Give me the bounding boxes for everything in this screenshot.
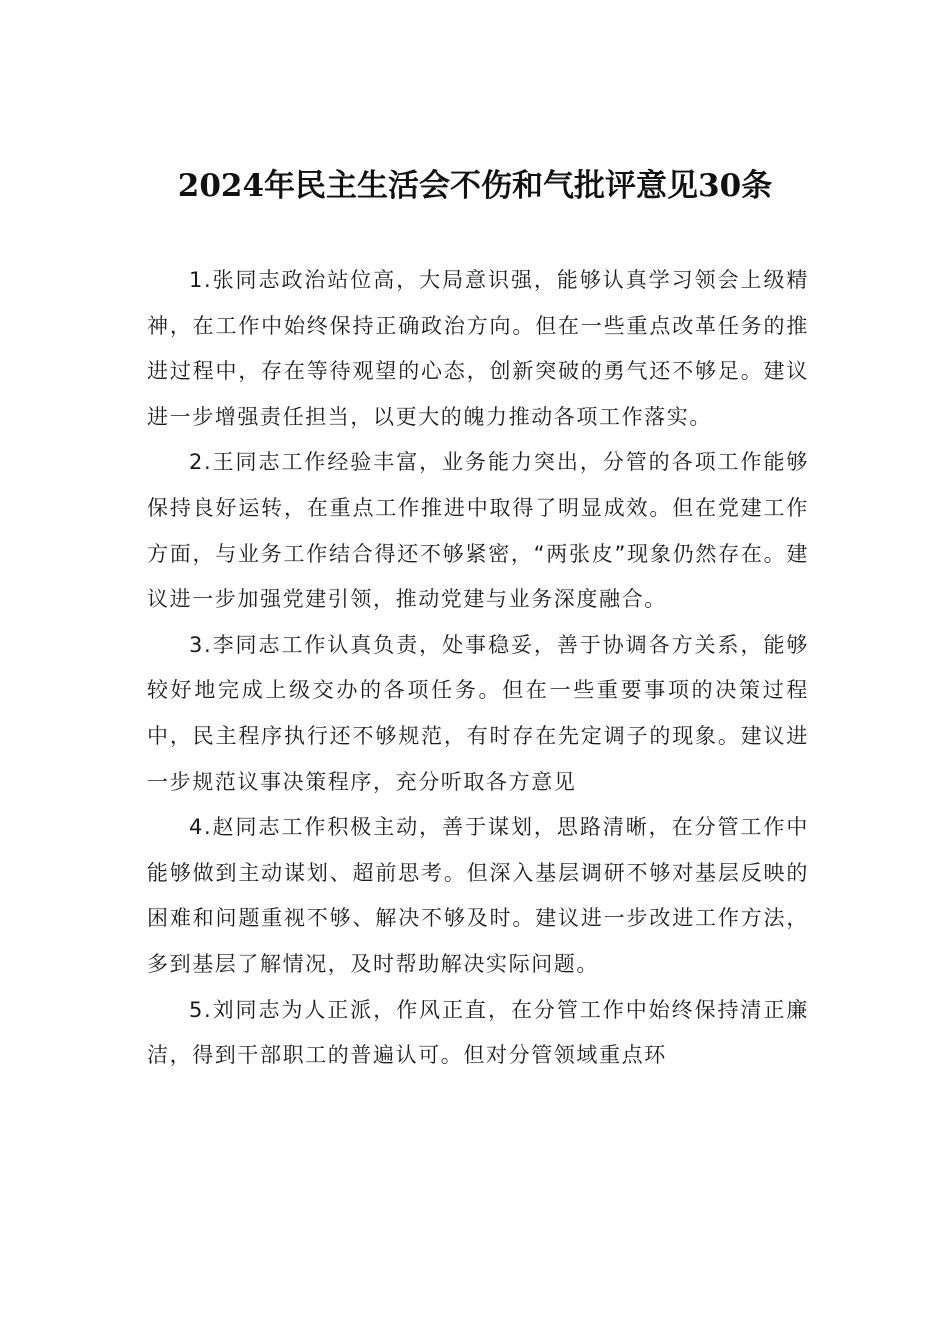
paragraph-3: 3.李同志工作认真负责，处事稳妥，善于协调各方关系，能够较好地完成上级交办的各项任务。但在一些重要事项的决策过程中，民主程序执行还不够规范，有时存在先定调子的现象。建议进一步规范议事决策程序，充分听取各方意见 <box>147 632 809 794</box>
paragraph-5: 5.刘同志为人正派，作风正直，在分管工作中始终保持清正廉洁，得到干部职工的普遍认可。但对分管领域重点环 <box>147 997 809 1068</box>
paragraph-2: 2.王同志工作经验丰富，业务能力突出，分管的各项工作能够保持良好运转，在重点工作推进中取得了明显成效。但在党建工作方面，与业务工作结合得还不够紧密，“两张皮”现象仍然存在。建议进一步加强党建引领，推动党建与业务深度融合。 <box>147 450 809 612</box>
paragraph-1: 1.张同志政治站位高，大局意识强，能够认真学习领会上级精神，在工作中始终保持正确政治方向。但在一些重点改革任务的推进过程中，存在等待观望的心态，创新突破的勇气还不够足。建议进一步增强责任担当，以更大的魄力推动各项工作落实。 <box>147 268 809 429</box>
paragraph-4: 4.赵同志工作积极主动，善于谋划，思路清晰，在分管工作中能够做到主动谋划、超前思考。但深入基层调研不够对基层反映的困难和问题重视不够、解决不够及时。建议进一步改进工作方法，多到基层了解情况，及时帮助解决实际问题。 <box>147 815 809 976</box>
document-title: 2024年民主生活会不伤和气批评意见30条 <box>177 168 773 204</box>
document-body <box>147 258 809 1079</box>
